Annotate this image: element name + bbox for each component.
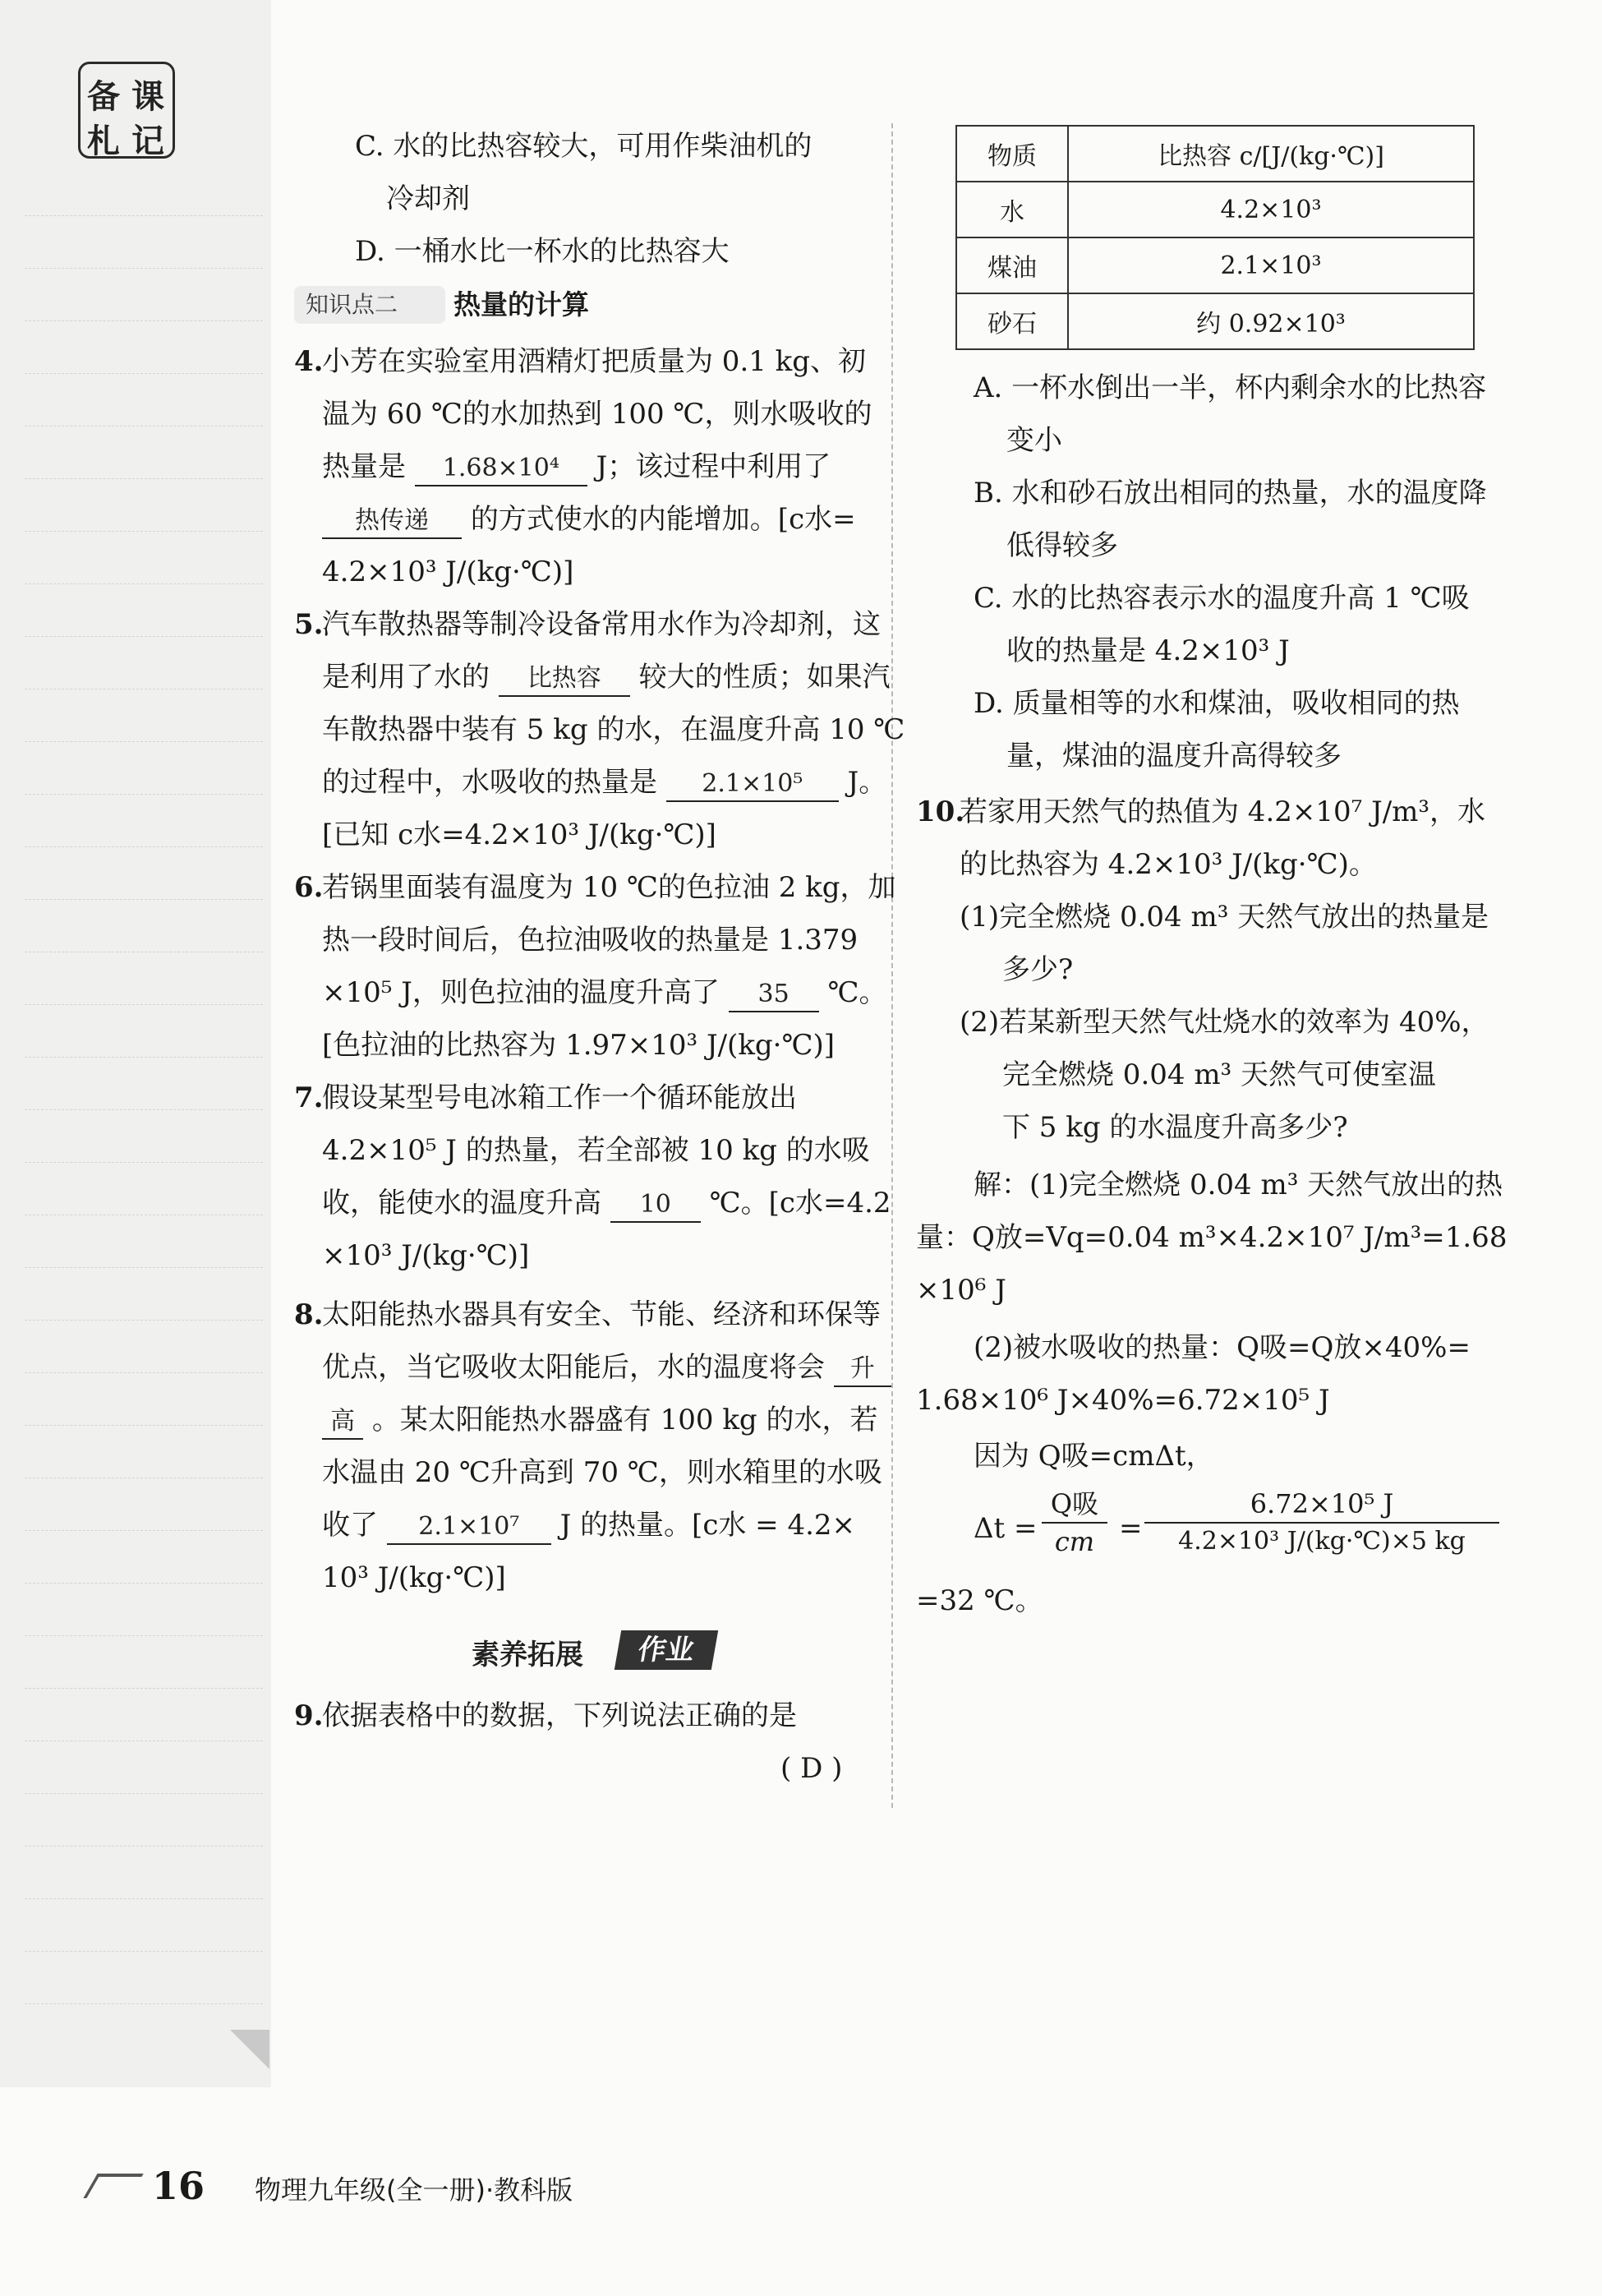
answer-blank: 2.1×10⁵ [666, 768, 839, 802]
page-number: 16 [152, 2164, 205, 2208]
option-d-line: D. 一桶水比一杯水的比热容大 [355, 235, 730, 268]
q5-text: 的过程中，水吸收的热量是 [322, 766, 657, 799]
solution-line2: 量：Q放=Vq=0.04 m³×4.2×10⁷ J/m³=1.68 [916, 1221, 1508, 1254]
q7-text: ℃。[c水=4.2 [709, 1187, 891, 1219]
q10-part1-line2: 多少? [1002, 953, 1074, 986]
q10-part2-line3: 下 5 kg 的水温度升高多少? [1002, 1111, 1348, 1144]
section-title: 热量的计算 [453, 288, 589, 320]
table-header-cell: 比热容 c/[J/(kg·℃)] [1068, 126, 1474, 182]
margin-ruled-line [25, 794, 263, 795]
margin-ruled-line [25, 373, 263, 374]
option-c-line1: C. 水的比热容表示水的温度升高 1 ℃吸 [974, 582, 1470, 615]
option-c-line2: 收的热量是 4.2×10³ J [1006, 634, 1290, 667]
margin-ruled-line [25, 531, 263, 532]
answer-blank: 比热容 [499, 662, 630, 697]
question-number: 10. [916, 795, 965, 828]
book-title: 物理九年级(全一册)·教科版 [255, 2174, 573, 2206]
margin-ruled-line [25, 1057, 263, 1058]
margin-ruled-line [25, 1583, 263, 1584]
q7-line2: 4.2×10⁵ J 的热量，若全部被 10 kg 的水吸 [322, 1134, 870, 1167]
question-number: 9. [294, 1699, 324, 1732]
option-c-line2: 冷却剂 [386, 182, 470, 215]
stamp-char: 记 [131, 122, 164, 160]
margin-ruled-line [25, 1688, 263, 1689]
q9-line1: 依据表格中的数据，下列说法正确的是 [322, 1699, 797, 1732]
q10-line1: 若家用天然气的热值为 4.2×10⁷ J/m³，水 [960, 795, 1486, 828]
margin-ruled-line [25, 1162, 263, 1163]
answer-blank: 1.68×10⁴ [415, 452, 587, 486]
q4-line4 [322, 493, 856, 546]
margin-ruled-line [25, 1740, 263, 1741]
fraction-1-denominator: cm [1054, 1526, 1095, 1557]
margin-ruled-line [25, 899, 263, 900]
table-row [956, 182, 1474, 237]
q10-part2-line2: 完全燃烧 0.04 m³ 天然气可使室温 [1002, 1058, 1436, 1091]
margin-ruled-line [25, 1951, 263, 1952]
q5-text: 是利用了水的 [322, 661, 490, 694]
q6-line3 [322, 966, 887, 1019]
margin-ruled-line [25, 1793, 263, 1794]
q5-line4 [322, 756, 886, 809]
margin-ruled-line [25, 1898, 263, 1899]
q6-line1: 若锅里面装有温度为 10 ℃的色拉油 2 kg，加 [322, 871, 896, 904]
margin-ruled-line [25, 636, 263, 637]
margin-ruled-line [25, 1635, 263, 1636]
solution-line1: 解：(1)完全燃烧 0.04 m³ 天然气放出的热 [974, 1169, 1503, 1201]
q8-line1: 太阳能热水器具有安全、节能、经济和环保等 [322, 1298, 881, 1331]
table-cell: 2.1×10³ [1068, 237, 1474, 293]
q5-line1: 汽车散热器等制冷设备常用水作为冷却剂，这 [322, 608, 881, 641]
fraction-2-denominator: 4.2×10³ J/(kg·℃)×5 kg [1178, 1527, 1466, 1556]
q5-line5: [已知 c水=4.2×10³ J/(kg·℃)] [322, 818, 716, 851]
q10-part1-line1: (1)完全燃烧 0.04 m³ 天然气放出的热量是 [960, 901, 1489, 934]
q8-text: 收了 [322, 1509, 378, 1542]
option-d-line1: D. 质量相等的水和煤油，吸收相同的热 [974, 687, 1460, 720]
answer-blank: 高 [322, 1405, 363, 1440]
stamp-char: 备 [87, 78, 120, 116]
footer-logo-icon [83, 2174, 143, 2198]
margin-ruled-line [25, 1425, 263, 1426]
option-d-line2: 量，煤油的温度升高得较多 [1006, 740, 1342, 772]
q7-line1: 假设某型号电冰箱工作一个循环能放出 [322, 1081, 797, 1114]
question-number: 5. [294, 608, 324, 641]
margin-ruled-line [25, 583, 263, 584]
margin-ruled-line [25, 1530, 263, 1531]
q4-line5: 4.2×10³ J/(kg·℃)] [322, 556, 574, 588]
q10-part2-line1: (2)若某新型天然气灶烧水的效率为 40%， [960, 1006, 1489, 1039]
solution-line4: (2)被水吸收的热量：Q吸=Q放×40%= [974, 1331, 1471, 1364]
question-number: 8. [294, 1298, 324, 1331]
margin-ruled-line [25, 1109, 263, 1110]
table-cell: 4.2×10³ [1068, 182, 1474, 237]
q5-text: J。 [847, 766, 887, 799]
fraction-1-numerator: Q吸 [1042, 1486, 1107, 1524]
table-row [956, 293, 1474, 349]
margin-ruled-line [25, 268, 263, 269]
q4-text: 的方式使水的内能增加。[c水= [470, 503, 856, 536]
q8-text: J 的热量。[c水 = 4.2× [559, 1509, 856, 1542]
q5-line2 [322, 651, 891, 703]
margin-ruled-line [25, 1267, 263, 1268]
banner-right-label: 作业 [615, 1630, 718, 1670]
solution-line5: 1.68×10⁶ J×40%=6.72×10⁵ J [916, 1384, 1330, 1417]
option-a-line1: A. 一杯水倒出一半，杯内剩余水的比热容 [974, 371, 1487, 404]
notes-margin [0, 0, 271, 2087]
table-row [956, 237, 1474, 293]
q4-line3 [322, 440, 831, 493]
q6-line4: [色拉油的比热容为 1.97×10³ J/(kg·℃)] [322, 1029, 836, 1062]
answer-blank: 35 [729, 978, 819, 1012]
margin-ruled-line [25, 320, 263, 321]
section-banner [453, 1627, 716, 1673]
q8-line6: 10³ J/(kg·℃)] [322, 1561, 506, 1594]
margin-ruled-line [25, 2003, 263, 2004]
q8-text: 。某太阳能热水器盛有 100 kg 的水，若 [371, 1404, 878, 1436]
q4-text: 热量是 [322, 450, 406, 483]
q4-line2: 温为 60 ℃的水加热到 100 ℃，则水吸收的 [322, 398, 872, 431]
q10-line2: 的比热容为 4.2×10³ J/(kg·℃)。 [960, 848, 1377, 881]
specific-heat-table [955, 125, 1475, 350]
equals-sign: = [1119, 1512, 1143, 1545]
fraction-1 [1042, 1486, 1107, 1560]
solution-line6: 因为 Q吸=cmΔt， [974, 1440, 1214, 1473]
q6-line2: 热一段时间后，色拉油吸收的热量是 1.379 [322, 924, 859, 957]
table-cell: 约 0.92×10³ [1068, 293, 1474, 349]
q6-text: ×10⁵ J，则色拉油的温度升高了 [322, 976, 720, 1009]
margin-ruled-line [25, 478, 263, 479]
margin-ruled-line [25, 846, 263, 847]
q7-text: 收，能使水的温度升高 [322, 1187, 601, 1219]
question-number: 7. [294, 1081, 324, 1114]
q4-line1: 小芳在实验室用酒精灯把质量为 0.1 kg、初 [322, 345, 867, 378]
table-cell: 砂石 [956, 293, 1068, 349]
margin-ruled-line [25, 215, 263, 216]
margin-ruled-line [25, 1004, 263, 1005]
q6-text: ℃。 [827, 976, 887, 1009]
margin-ruled-line [25, 1372, 263, 1373]
answer-blank: 热传递 [322, 505, 462, 539]
margin-ruled-line [25, 1320, 263, 1321]
q8-line2 [322, 1341, 891, 1394]
q8-line4: 水温由 20 ℃升高到 70 ℃，则水箱里的水吸 [322, 1456, 882, 1489]
question-number: 6. [294, 871, 324, 904]
option-b-line1: B. 水和砂石放出相同的热量，水的温度降 [974, 477, 1487, 509]
q7-line4: ×10³ J/(kg·℃)] [322, 1239, 530, 1272]
answer-blank: 升 [834, 1353, 891, 1387]
q9-answer: ( D ) [780, 1752, 843, 1785]
margin-ruled-line [25, 741, 263, 742]
stamp-char: 课 [131, 78, 164, 116]
stamp-char: 札 [87, 122, 120, 160]
table-header-row [956, 126, 1474, 182]
question-number: 4. [294, 345, 324, 378]
solution-result: =32 ℃。 [916, 1584, 1043, 1617]
notes-stamp [78, 62, 175, 159]
table-cell: 水 [956, 182, 1068, 237]
fraction-2-numerator: 6.72×10⁵ J [1144, 1486, 1499, 1524]
q4-text: J；该过程中利用了 [596, 450, 831, 483]
q8-line3 [322, 1394, 878, 1446]
fraction-2 [1144, 1486, 1499, 1560]
delta-t-label: Δt = [974, 1512, 1038, 1545]
column-divider [891, 123, 893, 1808]
answer-blank: 10 [610, 1188, 701, 1223]
section-tag: 知识点二 [294, 286, 445, 324]
q5-text: 较大的性质；如果汽 [638, 661, 891, 694]
corner-fold-decoration [230, 2030, 269, 2069]
table-cell: 煤油 [956, 237, 1068, 293]
q7-line3 [322, 1177, 891, 1229]
option-a-line2: 变小 [1006, 424, 1062, 457]
q8-line5 [322, 1499, 855, 1551]
banner-left-label: 素养拓展 [472, 1639, 583, 1671]
answer-blank: 2.1×10⁷ [387, 1510, 551, 1545]
solution-line3: ×10⁶ J [916, 1274, 1006, 1307]
option-c-line1: C. 水的比热容较大，可用作柴油机的 [355, 130, 813, 163]
q5-line3: 车散热器中装有 5 kg 的水，在温度升高 10 ℃ [322, 713, 905, 746]
option-b-line2: 低得较多 [1006, 529, 1118, 562]
q8-text: 优点，当它吸收太阳能后，水的温度将会 [322, 1351, 825, 1384]
table-header-cell: 物质 [956, 126, 1068, 182]
